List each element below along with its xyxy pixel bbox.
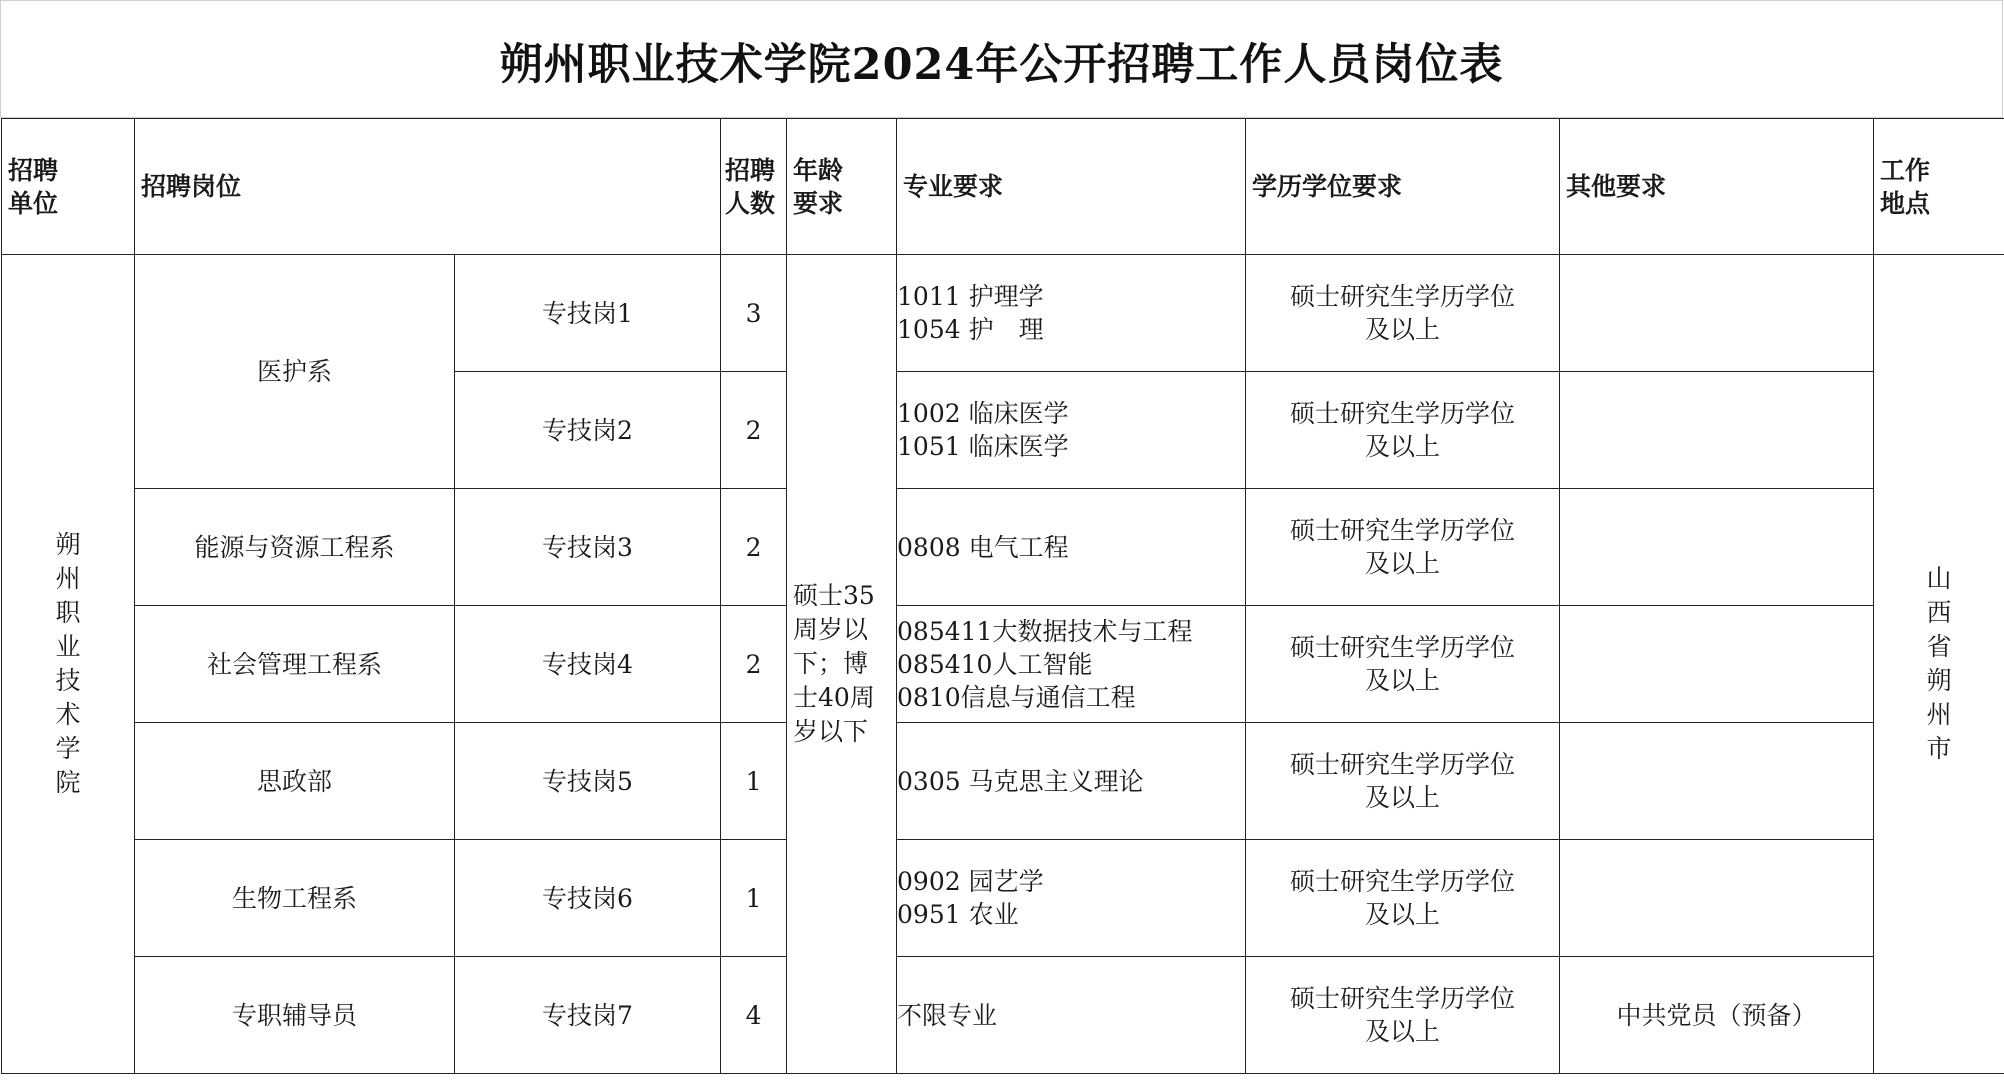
- positions-table: [1, 118, 2004, 1074]
- header-location: 工作 地点: [1874, 119, 2004, 255]
- post-cell: 专技岗5: [455, 723, 721, 840]
- header-age: 年龄 要求: [787, 119, 897, 255]
- department-cell: 生物工程系: [135, 840, 455, 957]
- degree-cell: 硕士研究生学历学位 及以上: [1246, 255, 1560, 372]
- other-cell: [1560, 840, 1874, 957]
- table-row: [2, 723, 2004, 840]
- department-cell: 思政部: [135, 723, 455, 840]
- other-cell: [1560, 255, 1874, 372]
- degree-cell: 硕士研究生学历学位 及以上: [1246, 723, 1560, 840]
- other-cell: [1560, 723, 1874, 840]
- degree-cell: 硕士研究生学历学位 及以上: [1246, 606, 1560, 723]
- department-cell: 医护系: [135, 255, 455, 489]
- count-cell: 1: [721, 840, 787, 957]
- count-cell: 2: [721, 489, 787, 606]
- post-cell: 专技岗1: [455, 255, 721, 372]
- table-row: [2, 606, 2004, 723]
- major-cell: 1011 护理学 1054 护 理: [897, 255, 1246, 372]
- location-text: 山西省朔州市: [1926, 564, 1952, 763]
- department-cell: 能源与资源工程系: [135, 489, 455, 606]
- table-row: [2, 840, 2004, 957]
- count-cell: 2: [721, 372, 787, 489]
- major-cell: 0305 马克思主义理论: [897, 723, 1246, 840]
- count-cell: 2: [721, 606, 787, 723]
- degree-cell: 硕士研究生学历学位 及以上: [1246, 957, 1560, 1074]
- other-cell: [1560, 489, 1874, 606]
- count-cell: 4: [721, 957, 787, 1074]
- major-cell: 1002 临床医学 1051 临床医学: [897, 372, 1246, 489]
- unit-name: 朔州职业技术学院: [55, 530, 81, 797]
- header-row: [2, 119, 2004, 255]
- header-degree: 学历学位要求: [1246, 119, 1560, 255]
- post-cell: 专技岗6: [455, 840, 721, 957]
- major-cell: 085411大数据技术与工程 085410人工智能 0810信息与通信工程: [897, 606, 1246, 723]
- other-cell: [1560, 372, 1874, 489]
- other-cell: 中共党员（预备）: [1560, 957, 1874, 1074]
- count-cell: 1: [721, 723, 787, 840]
- other-cell: [1560, 606, 1874, 723]
- major-cell: 0902 园艺学 0951 农业: [897, 840, 1246, 957]
- header-major: 专业要求: [897, 119, 1246, 255]
- header-unit: 招聘 单位: [2, 119, 135, 255]
- table-row: [2, 489, 2004, 606]
- table-row: [2, 255, 2004, 372]
- degree-cell: 硕士研究生学历学位 及以上: [1246, 489, 1560, 606]
- page-title: 朔州职业技术学院2024年公开招聘工作人员岗位表: [499, 40, 1504, 90]
- age-cell: [787, 255, 897, 1074]
- post-cell: 专技岗2: [455, 372, 721, 489]
- unit-cell: [2, 255, 135, 1074]
- post-cell: 专技岗7: [455, 957, 721, 1074]
- major-cell: 0808 电气工程: [897, 489, 1246, 606]
- post-cell: 专技岗3: [455, 489, 721, 606]
- header-other: 其他要求: [1560, 119, 1874, 255]
- major-cell: 不限专业: [897, 957, 1246, 1074]
- count-cell: 3: [721, 255, 787, 372]
- department-cell: 专职辅导员: [135, 957, 455, 1074]
- degree-cell: 硕士研究生学历学位 及以上: [1246, 840, 1560, 957]
- age-requirement: 硕士35周岁以下；博士40周岁以下: [793, 581, 875, 746]
- table-row: [2, 957, 2004, 1074]
- degree-cell: 硕士研究生学历学位 及以上: [1246, 372, 1560, 489]
- title-box: [0, 0, 2003, 118]
- department-cell: 社会管理工程系: [135, 606, 455, 723]
- location-cell: [1874, 255, 2004, 1074]
- post-cell: 专技岗4: [455, 606, 721, 723]
- header-position: 招聘岗位: [135, 119, 721, 255]
- header-count: 招聘 人数: [721, 119, 787, 255]
